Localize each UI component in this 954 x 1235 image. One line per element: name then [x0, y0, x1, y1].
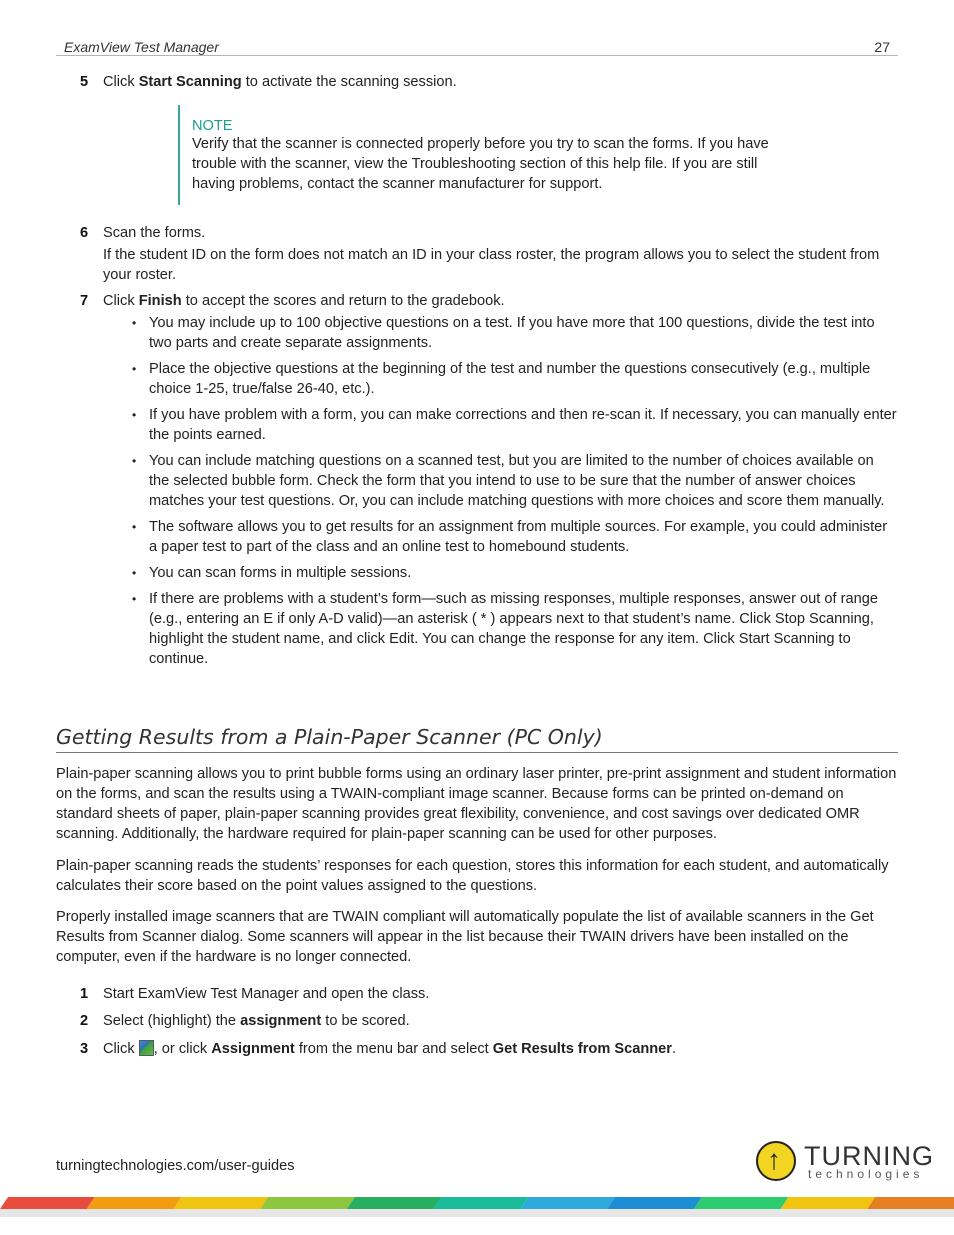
bullet-icon: • [132, 520, 137, 534]
step-detail: If the student ID on the form does not match an ID in your class roster, the program allows you to select the student from your roster. [103, 247, 880, 283]
step-number: 6 [80, 225, 89, 241]
tips-list [132, 313, 898, 675]
step-text [103, 1011, 898, 1031]
strip-segment [781, 1197, 876, 1209]
text-run: . [671, 1041, 677, 1057]
list-item-text: The software allows you to get results for an assignment from multiple sources. For example, you could administer a paper test to part of the class and an online test to homebound students. [149, 519, 888, 555]
list-item [132, 359, 898, 399]
scanner-icon [139, 1040, 154, 1056]
step-7 [56, 291, 898, 311]
note-label: NOTE [192, 118, 233, 134]
header-title: ExamView Test Manager [64, 39, 219, 55]
text-run: , or click [153, 1041, 212, 1057]
list-item [132, 405, 898, 445]
color-strip [0, 1197, 954, 1209]
bullet-icon: • [132, 454, 137, 468]
step-text: Start ExamView Test Manager and open the class. [103, 986, 430, 1002]
text-run: to accept the scores and return to the gradebook. [181, 293, 505, 309]
strip-segment [0, 1197, 95, 1209]
page-number: 27 [874, 39, 890, 55]
text-run: to be scored. [321, 1013, 410, 1029]
logo-word-technologies: technologies [808, 1167, 924, 1181]
strip-segment [260, 1197, 355, 1209]
step-number: 5 [80, 74, 89, 90]
step-line: Scan the forms. [103, 225, 206, 241]
footer-link[interactable]: turningtechnologies.com/user-guides [56, 1158, 295, 1174]
text-run: to activate the scanning session. [241, 74, 457, 90]
strip-segment [607, 1197, 702, 1209]
bullet-icon: • [132, 362, 137, 376]
paragraph: Properly installed image scanners that are TWAIN compliant will automatically populate the list of available scanners in the Get Results from Scanner dialog. Some scanners will appear in the list because their TWAIN drivers have been installed on the computer, even if the hardware is no longer connected. [56, 909, 874, 965]
list-item-text: You can include matching questions on a scanned test, but you are limited to the number of choices available on the selected bubble form. Check the form that you intend to use to be sure that the number of answer choices matches your test questions. Or, you can include matching questions with more choices and score them manually. [149, 453, 885, 509]
list-item-text: You may include up to 100 objective questions on a test. If you have more that 100 questions, divide the test into two parts and create separate assignments. [149, 315, 875, 351]
step-1 [56, 984, 898, 1004]
list-item [132, 589, 898, 669]
bold-run: Get Results from Scanner [492, 1041, 672, 1057]
up-arrow-icon: ↑ [767, 1144, 781, 1175]
logo-word-turning: TURNING [804, 1141, 934, 1171]
paragraph: Plain-paper scanning allows you to print bubble forms using an ordinary laser printer, pre-print assignment and student information on the forms, and scan the results using a TWAIN-compliant image scanner. Because forms can be printed on-demand on standard sheets of paper, plain-paper scanning provides great flexibility, convenience, and cost savings over dedicated OMR scanning. Additionally, the hardware required for plain-paper scanning can be used for other purposes. [56, 766, 897, 842]
text-run: Select (highlight) the [103, 1013, 241, 1029]
strip-segment [520, 1197, 615, 1209]
list-item-text: You can scan forms in multiple sessions. [149, 565, 412, 581]
paragraph: Plain-paper scanning reads the students’ responses for each question, stores this information for each student, and automatically calculates their score based on the point values assigned to the questions. [56, 858, 889, 894]
bullet-icon: • [132, 316, 137, 330]
turning-logo [756, 1141, 936, 1187]
text-run: from the menu bar and select [294, 1041, 493, 1057]
list-item [132, 451, 898, 511]
text-run: Click [103, 293, 139, 309]
bold-run: Finish [138, 293, 182, 309]
list-item [132, 313, 898, 353]
step-text [103, 1039, 898, 1059]
step-number: 7 [80, 293, 89, 309]
strip-segment [867, 1197, 954, 1209]
bullet-icon: • [132, 592, 137, 606]
strip-segment [434, 1197, 529, 1209]
step-6 [56, 223, 898, 285]
step-text [103, 72, 898, 92]
strip-segment [173, 1197, 268, 1209]
list-item-text: If there are problems with a student’s form—such as missing responses, multiple responses, answer out of range (e.g., entering an E if only A-D valid)—an asterisk ( * ) appears next to that student’s name. Click Stop Scanning, highlight the student name, and click Edit. You can change the response for any item. Click Start Scanning to continue. [149, 591, 878, 667]
bold-run: Assignment [211, 1041, 295, 1057]
list-item-text: Place the objective questions at the beginning of the test and number the questions consecutively (e.g., multiple choice 1-25, true/false 26-40, etc.). [149, 361, 871, 397]
strip-segment [694, 1197, 789, 1209]
text-run: Click [103, 1041, 139, 1057]
step-number: 1 [80, 986, 89, 1002]
section-heading: Getting Results from a Plain-Paper Scanner (PC Only) [56, 724, 898, 753]
step-number: 2 [80, 1013, 89, 1029]
footer-grey-band [0, 1209, 954, 1217]
step-3 [56, 1039, 898, 1059]
note-box [178, 105, 800, 205]
text-run: Click [103, 74, 139, 90]
page-header [56, 36, 898, 56]
bullet-icon: • [132, 566, 137, 580]
step-text [103, 223, 898, 285]
list-item [132, 517, 898, 557]
bold-run: assignment [240, 1013, 322, 1029]
step-number: 3 [80, 1041, 89, 1057]
step-2 [56, 1011, 898, 1031]
list-item-text: If you have problem with a form, you can make corrections and then re-scan it. If necessary, you can manually enter the points earned. [149, 407, 897, 443]
note-text: Verify that the scanner is connected properly before you try to scan the forms. If you have trouble with the scanner, view the Troubleshooting section of this help file. If you are still having problems, contact the scanner manufacturer for support. [192, 136, 769, 192]
bullet-icon: • [132, 408, 137, 422]
strip-segment [347, 1197, 442, 1209]
strip-segment [87, 1197, 182, 1209]
bold-run: Start Scanning [138, 74, 242, 90]
step-text [103, 291, 898, 311]
list-item [132, 563, 898, 583]
step-5 [56, 72, 898, 92]
